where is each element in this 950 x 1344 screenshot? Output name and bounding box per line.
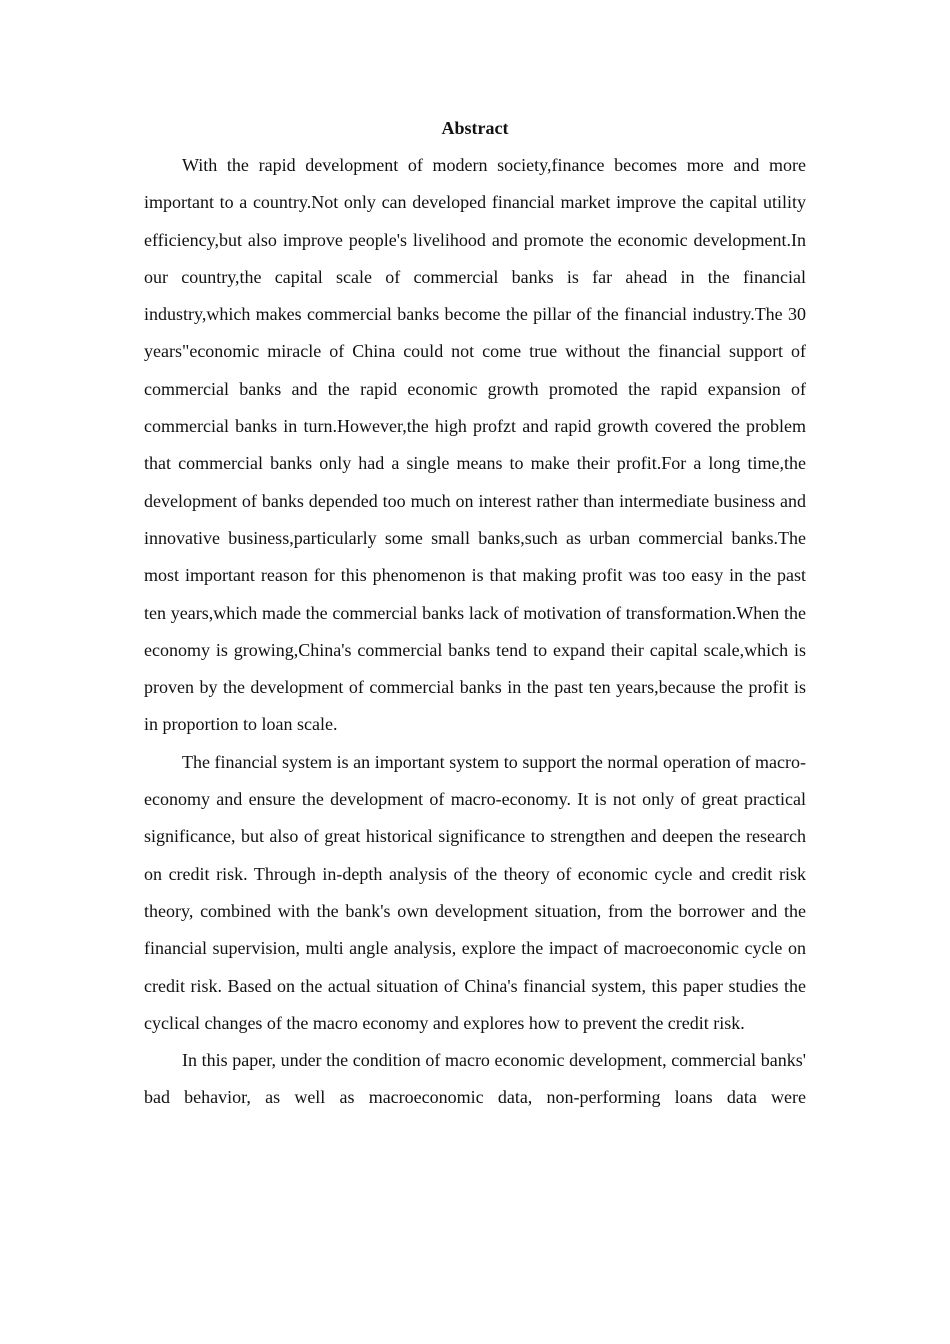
abstract-paragraph-2: The financial system is an important system to support the normal operation of macro-economy and ensure the development of macro-economy. It is not only of great practical significance, but also of great historical significance to strengthen and deepen the research on credit risk. Through in-depth analysis of the theory of economic cycle and credit risk theory, combined with the bank's own development situation, from the borrower and the financial supervision, multi angle analysis, explore the impact of macroeconomic cycle on credit risk. Based on the actual situation of China's financial system, this paper studies the cyclical changes of the macro economy and explores how to prevent the credit risk. [144, 751, 806, 1033]
abstract-title: Abstract [441, 118, 509, 138]
abstract-paragraph-3: In this paper, under the condition of macro economic development, commercial banks' bad behavior, as well as macroeconomic data, non-performing loans data were [144, 1050, 806, 1108]
abstract-paragraph-1: With the rapid development of modern society,finance becomes more and more important to a country.Not only can developed financial market improve the capital utility efficiency,but also improve people's livelihood and promote the economic development.In our country,the capital scale of commercial banks is far ahead in the financial industry,which makes commercial banks become the pillar of the financial industry.The 30 years"economic miracle of China could not come true without the financial support of commercial banks and the rapid economic growth promoted the rapid expansion of commercial banks in turn.However,the high profzt and rapid growth covered the problem that commercial banks only had a single means to make their profit.For a long time,the development of banks depended too much on interest rather than intermediate business and innovative business,particularly some small banks,such as urban commercial banks.The most important reason for this phenomenon is that making profit was too easy in the past ten years,which made the commercial banks lack of motivation of transformation.When the economy is growing,China's commercial banks tend to expand their capital scale,which is proven by the development of commercial banks in the past ten years,because the profit is in proportion to loan scale. [144, 155, 806, 735]
document-page [144, 110, 806, 1117]
